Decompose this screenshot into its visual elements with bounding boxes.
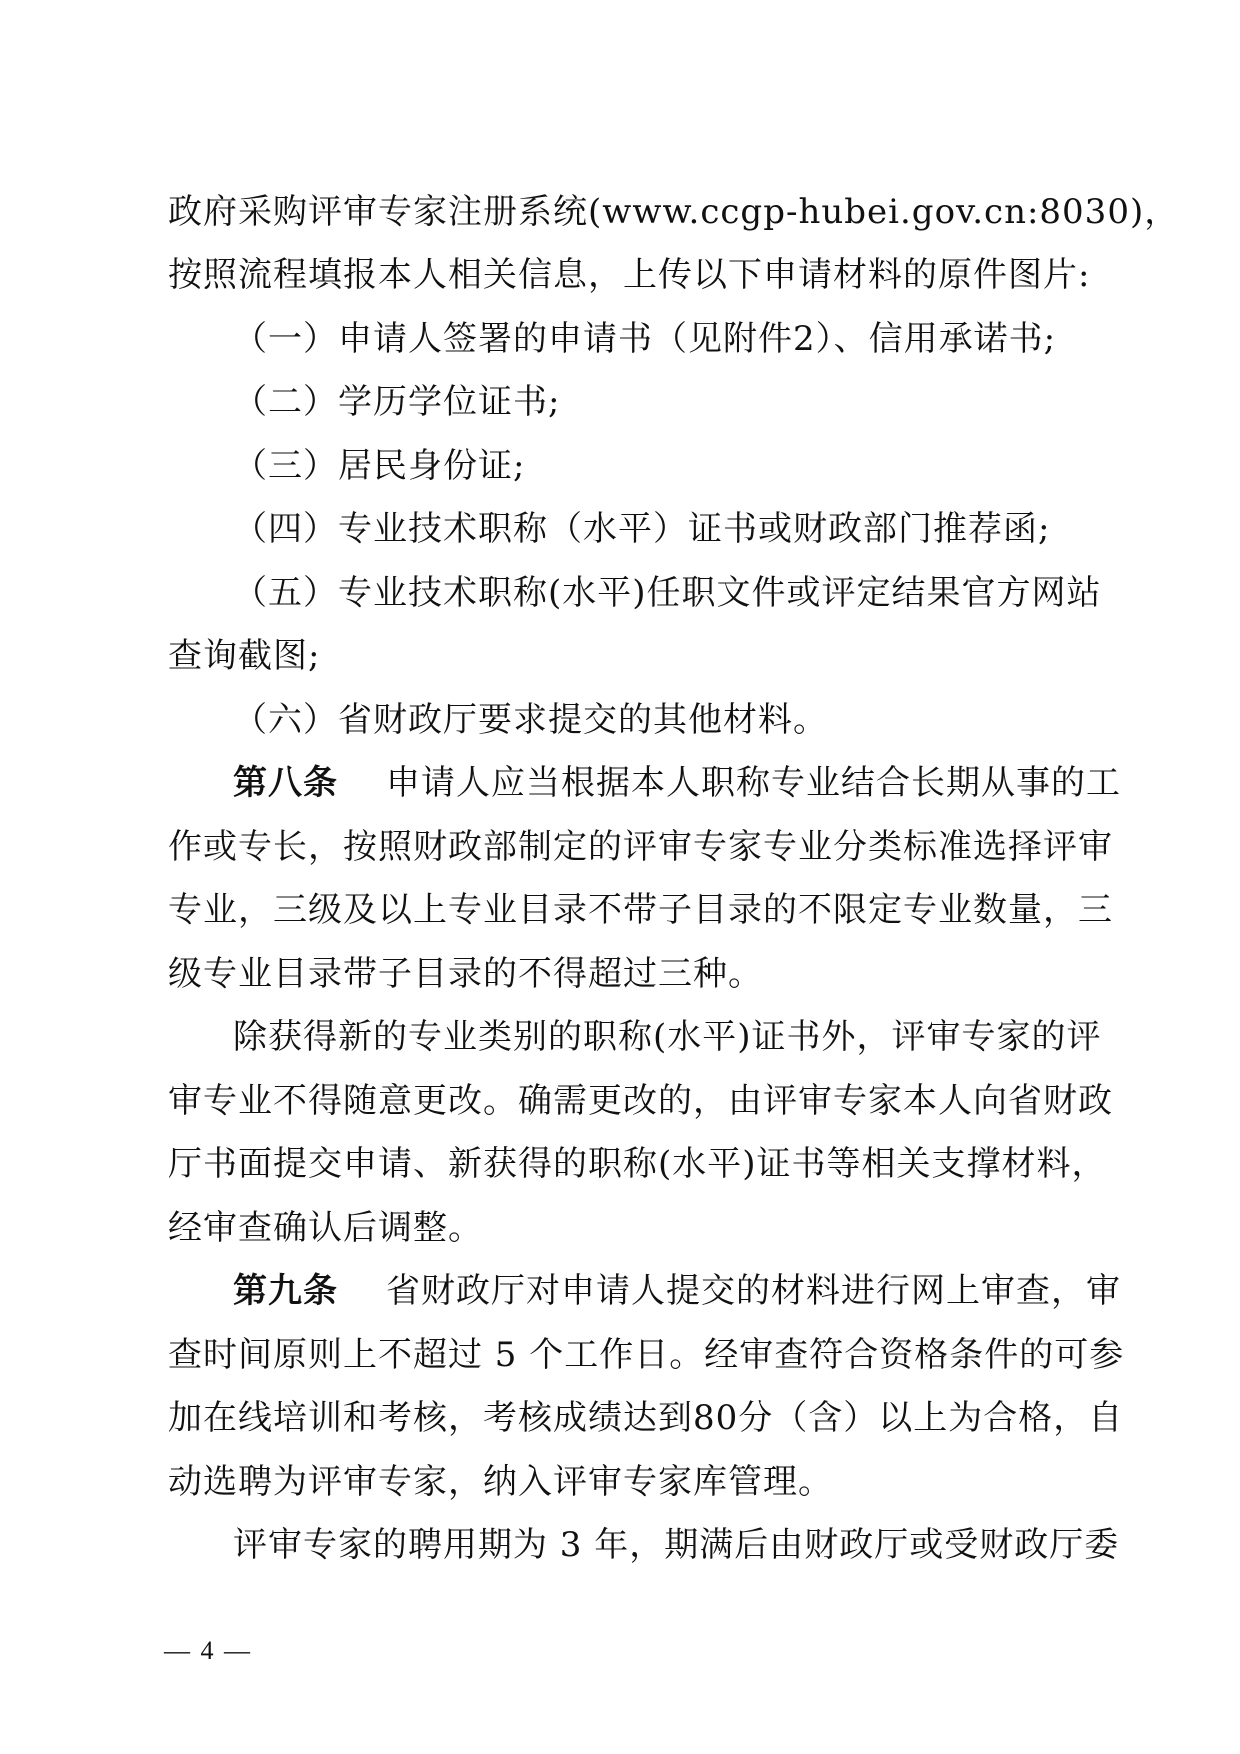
page-number: — 4 —	[164, 1636, 252, 1665]
list-item-2: （二）学历学位证书;	[233, 382, 561, 422]
body-line: 审专业不得随意更改。确需更改的，由评审专家本人向省财政	[168, 1081, 1113, 1121]
article-9-text: 省财政厅对申请人提交的材料进行网上审查，审	[386, 1271, 1121, 1311]
list-item-5-cont: 查询截图;	[168, 636, 321, 676]
body-line: 查时间原则上不超过 5 个工作日。经审查符合资格条件的可参	[168, 1335, 1125, 1375]
article-9-heading: 第九条	[233, 1271, 338, 1311]
list-item-6: （六）省财政厅要求提交的其他材料。	[233, 700, 828, 740]
list-item-4: （四）专业技术职称（水平）证书或财政部门推荐函;	[233, 509, 1051, 549]
list-item-5: （五）专业技术职称(水平)任职文件或评定结果官方网站	[233, 573, 1102, 613]
article-9-first-line	[233, 1271, 1121, 1311]
body-line: 级专业目录带子目录的不得超过三种。	[168, 954, 763, 994]
article-8-heading: 第八条	[233, 763, 338, 803]
list-item-1: （一）申请人签署的申请书（见附件2）、信用承诺书;	[233, 319, 1057, 359]
body-line: 加在线培训和考核，考核成绩达到80分（含）以上为合格，自	[168, 1398, 1124, 1438]
article-8-first-line	[233, 763, 1121, 803]
article-8-text: 申请人应当根据本人职称专业结合长期从事的工	[386, 763, 1121, 803]
body-line: 政府采购评审专家注册系统(www.ccgp-hubei.gov.cn:8030)，	[168, 192, 1180, 232]
body-line: 经审查确认后调整。	[168, 1208, 483, 1248]
body-line: 专业，三级及以上专业目录不带子目录的不限定专业数量，三	[168, 890, 1113, 930]
body-line: 作或专长，按照财政部制定的评审专家专业分类标准选择评审	[168, 827, 1113, 867]
paragraph-first-line: 评审专家的聘用期为 3 年，期满后由财政厅或受财政厅委	[233, 1525, 1120, 1565]
body-line: 动选聘为评审专家，纳入评审专家库管理。	[168, 1462, 833, 1502]
paragraph-first-line: 除获得新的专业类别的职称(水平)证书外，评审专家的评	[233, 1017, 1102, 1057]
body-line: 按照流程填报本人相关信息，上传以下申请材料的原件图片:	[168, 255, 1091, 295]
list-item-3: （三）居民身份证;	[233, 446, 526, 486]
body-line: 厅书面提交申请、新获得的职称(水平)证书等相关支撑材料，	[168, 1144, 1107, 1184]
